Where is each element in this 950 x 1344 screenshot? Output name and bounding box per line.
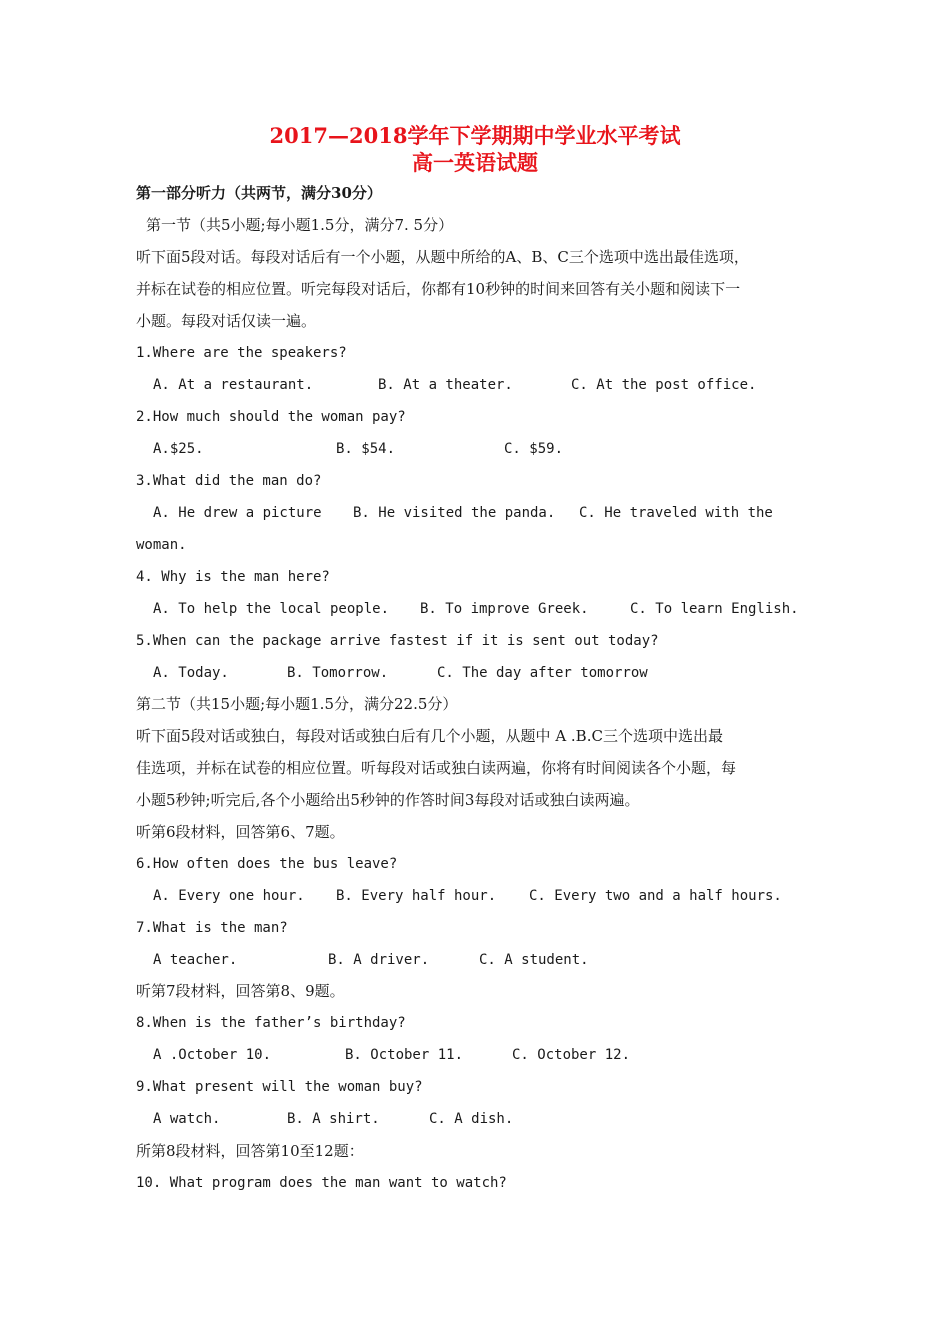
section2-instruction-2: 佳选项，并标在试卷的相应位置。听每段对话或独白读两遍，你将有时间阅读各个小题，每 xyxy=(136,759,737,777)
material-8-note: 所第8段材料，回答第10至12题： xyxy=(136,1142,364,1160)
option-a: A. Today. xyxy=(153,665,229,681)
question-9-options xyxy=(0,1109,950,1129)
option-c: C. October 12. xyxy=(512,1047,631,1063)
question-4-options xyxy=(0,599,950,619)
question-7-options xyxy=(0,950,950,970)
question-3-options xyxy=(0,503,950,523)
section2-instruction-1: 听下面5段对话或独白，每段对话或独白后有几个小题，从题中 A .B.C三个选项中选出最 xyxy=(136,727,723,745)
option-a: A. At a restaurant. xyxy=(153,377,314,393)
section1-instruction-2: 并标在试卷的相应位置。听完每段对话后，你都有10秒钟的时间来回答有关小题和阅读下一 xyxy=(136,280,741,298)
question-6-options xyxy=(0,886,950,906)
option-b: B. A driver. xyxy=(328,952,430,968)
option-c: C. To learn English. xyxy=(630,601,799,617)
material-7-note: 听第7段材料，回答第8、9题。 xyxy=(136,982,345,1000)
question-2: 2.How much should the woman pay? xyxy=(136,409,406,425)
option-a: A teacher. xyxy=(153,952,238,968)
option-b: B. Every half hour. xyxy=(336,888,497,904)
question-2-options xyxy=(0,439,950,459)
question-4: 4. Why is the man here? xyxy=(136,569,330,585)
part1-heading: 第一部分听力（共两节，满分30分） xyxy=(136,184,382,202)
option-a: A. Every one hour. xyxy=(153,888,305,904)
option-a: A .October 10. xyxy=(153,1047,272,1063)
option-c-continued: woman. xyxy=(136,537,187,553)
option-c: C. He traveled with the xyxy=(579,505,773,521)
option-c: C. At the post office. xyxy=(571,377,757,393)
section1-heading: 第一节（共5小题;每小题1.5分，满分7. 5分） xyxy=(146,216,454,234)
option-a: A. He drew a picture xyxy=(153,505,322,521)
option-c: C. A student. xyxy=(479,952,589,968)
question-1: 1.Where are the speakers? xyxy=(136,345,347,361)
exam-title: 2017—2018学年下学期期中学业水平考试 xyxy=(269,123,681,148)
option-a: A. To help the local people. xyxy=(153,601,390,617)
question-1-options xyxy=(0,375,950,395)
option-b: B. At a theater. xyxy=(378,377,513,393)
section2-instruction-3: 小题5秒钟;听完后,各个小题给出5秒钟的作答时间3每段对话或独白读两遍。 xyxy=(136,791,640,809)
option-b: B. He visited the panda. xyxy=(353,505,556,521)
question-6: 6.How often does the bus leave? xyxy=(136,856,398,872)
question-5-options xyxy=(0,663,950,683)
section1-instruction-1: 听下面5段对话。每段对话后有一个小题，从题中所给的A、B、C三个选项中选出最佳选项， xyxy=(136,248,749,266)
option-a: A watch. xyxy=(153,1111,221,1127)
material-6-note: 听第6段材料，回答第6、7题。 xyxy=(136,823,345,841)
question-9: 9.What present will the woman buy? xyxy=(136,1079,423,1095)
option-b: B. A shirt. xyxy=(287,1111,380,1127)
option-c: C. Every two and a half hours. xyxy=(529,888,782,904)
section2-heading: 第二节（共15小题;每小题1.5分，满分22.5分） xyxy=(136,695,458,713)
option-a: A.$25. xyxy=(153,441,204,457)
question-7: 7.What is the man? xyxy=(136,920,288,936)
exam-subtitle: 高一英语试题 xyxy=(412,150,538,175)
option-b: B. $54. xyxy=(336,441,396,457)
option-b: B. To improve Greek. xyxy=(420,601,589,617)
section1-instruction-3: 小题。每段对话仅读一遍。 xyxy=(136,312,317,330)
question-8-options xyxy=(0,1045,950,1065)
question-5: 5.When can the package arrive fastest if it is sent out today? xyxy=(136,633,659,649)
option-b: B. October 11. xyxy=(345,1047,464,1063)
question-8: 8.When is the father’s birthday? xyxy=(136,1015,406,1031)
option-c: C. $59. xyxy=(504,441,564,457)
question-3: 3.What did the man do? xyxy=(136,473,322,489)
option-c: C. A dish. xyxy=(429,1111,514,1127)
option-c: C. The day after tomorrow xyxy=(437,665,648,681)
question-10: 10. What program does the man want to watch? xyxy=(136,1175,507,1191)
option-b: B. Tomorrow. xyxy=(287,665,389,681)
